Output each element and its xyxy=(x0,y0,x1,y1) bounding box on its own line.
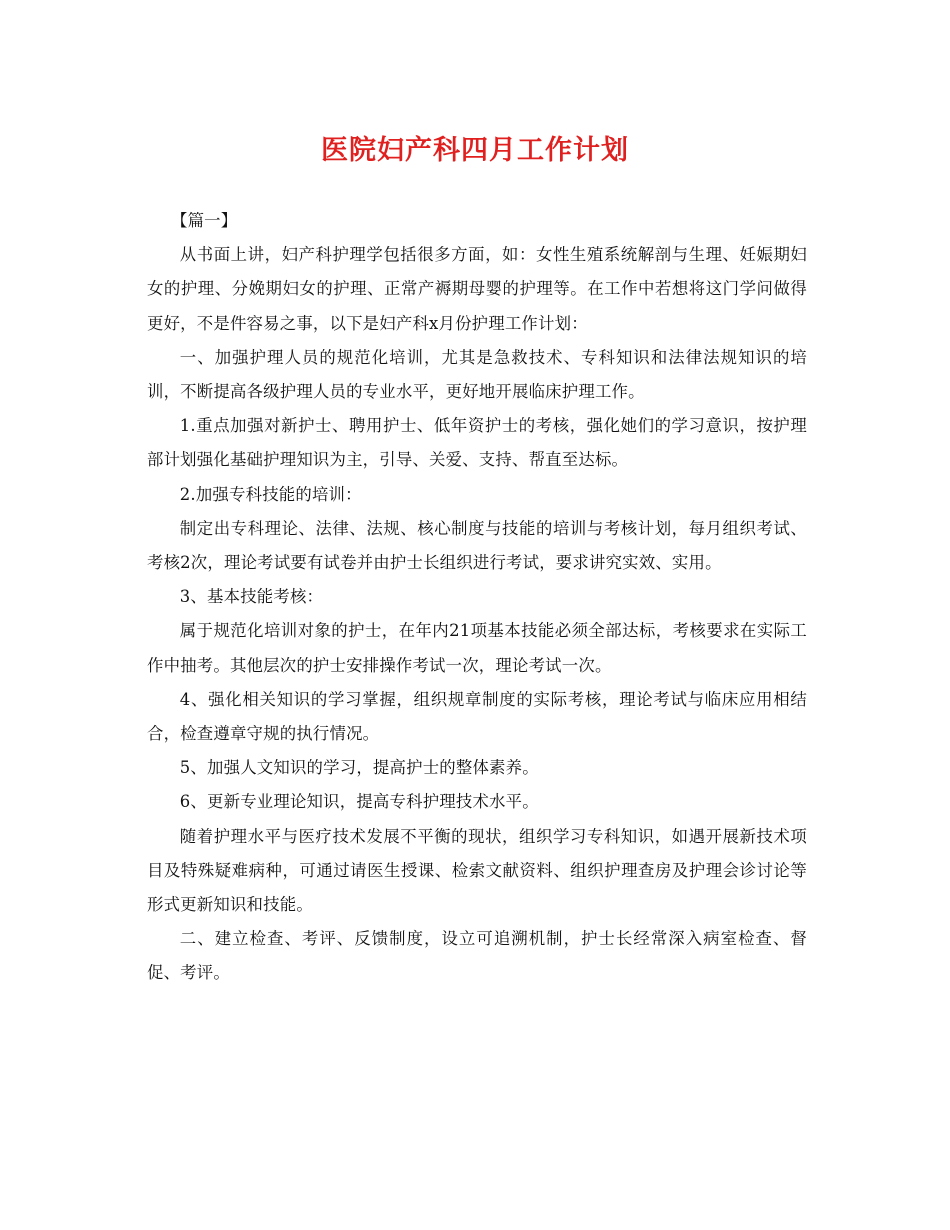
paragraph-item-1: 一、加强护理人员的规范化培训，尤其是急救技术、专科知识和法律法规知识的培训，不断提高各级护理人员的专业水平，更好地开展临床护理工作。 xyxy=(147,347,807,402)
paragraph-subitem-3-heading: 3、基本技能考核： xyxy=(179,587,324,607)
paragraph-subitem-2-body: 制定出专科理论、法律、法规、核心制度与技能的培训与考核计划，每月组织考试、考核2次，理论考试要有试卷并由护士长组织进行考试，要求讲究实效、实用。 xyxy=(147,518,807,573)
paragraph-subitem-3-body: 属于规范化培训对象的护士，在年内21项基本技能必须全部达标，考核要求在实际工作中抽考。其他层次的护士安排操作考试一次，理论考试一次。 xyxy=(147,621,807,675)
paragraph-item-2: 二、建立检查、考评、反馈制度，设立可追溯机制，护士长经常深入病室检查、督促、考评。 xyxy=(147,929,807,983)
document-body xyxy=(147,204,807,991)
paragraph-subitem-6-body: 随着护理水平与医疗技术发展不平衡的现状，组织学习专科知识，如遇开展新技术项目及特殊疑难病种，可通过请医生授课、检索文献资料、组织护理查房及护理会诊讨论等形式更新知识和技能。 xyxy=(147,826,807,915)
page-title: 医院妇产科四月工作计划 xyxy=(321,135,629,166)
paragraph-subitem-5: 5、加强人文知识的学习，提高护士的整体素养。 xyxy=(179,758,539,778)
paragraph-subitem-6: 6、更新专业理论知识，提高专科护理技术水平。 xyxy=(179,792,539,812)
paragraph-intro: 从书面上讲，妇产科护理学包括很多方面，如：女性生殖系统解剖与生理、妊娠期妇女的护理、分娩期妇女的护理、正常产褥期母婴的护理等。在工作中若想将这门学问做得更好，不是件容易之事，以下是妇产科x月份护理工作计划： xyxy=(147,245,807,333)
paragraph-subitem-4: 4、强化相关知识的学习掌握，组织规章制度的实际考核，理论考试与临床应用相结合，检查遵章守规的执行情况。 xyxy=(147,689,807,744)
paragraph-subitem-2-heading: 2.加强专科技能的培训： xyxy=(179,484,362,504)
section-label: 【篇一】 xyxy=(171,211,238,230)
paragraph-subitem-1: 1.重点加强对新护士、聘用护士、低年资护士的考核，强化她们的学习意识，按护理部计划强化基础护理知识为主，引导、关爱、支持、帮直至达标。 xyxy=(147,416,807,470)
